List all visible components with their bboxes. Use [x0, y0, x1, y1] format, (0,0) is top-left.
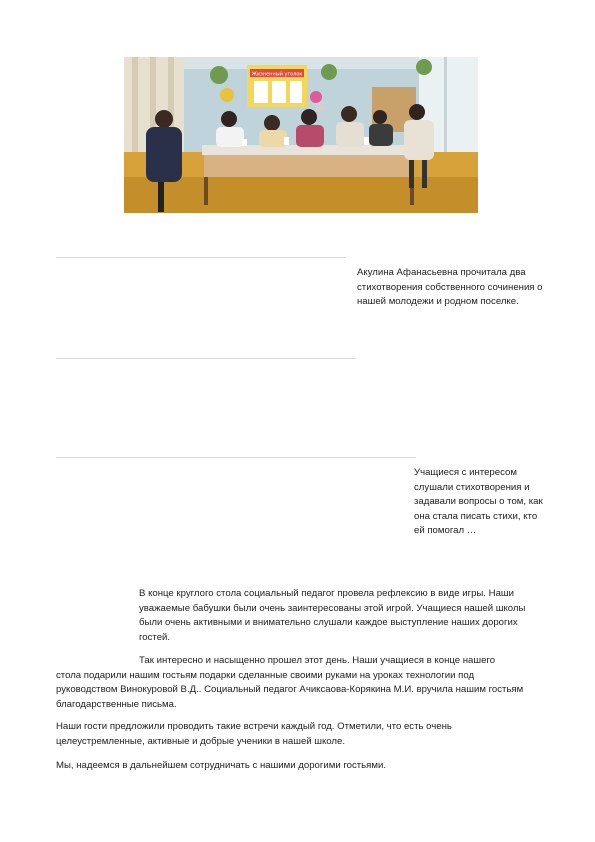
caption-students: Учащиеся с интересом слушали стихотворения и задавали вопросы о том, как она стала писать стихи, кто ей помогал … [414, 467, 543, 537]
divider-line [56, 457, 416, 458]
paragraph-reflection: В конце круглого стола социальный педагог провела рефлексию в виде игры. Наши уважаемые бабушки были очень заинтересованы этой игрой. Учащиеся нашей школы были очень активными и внимательно слушали каждое выступление наших дорогих гостей. [139, 588, 526, 643]
paragraph-gifts-lead: Так интересно и насыщенно прошел этот день. Наши учащиеся в конце нашего [139, 655, 496, 666]
paragraph-closing: Мы, надеемся в дальнейшем сотрудничать с нашими дорогими гостьями. [56, 760, 386, 771]
event-photo-illustration [124, 57, 478, 213]
divider-line [56, 358, 356, 359]
divider-line [56, 257, 346, 258]
paragraph-gifts-rest: стола подарили нашим гостьям подарки сделанные своими руками на уроках технологии под руководством Винокуровой В.Д.. Социальный педагог Ачиксаова-Корякина М.И. вручила нашим гостьям благодарственные письма. [56, 669, 524, 710]
caption-akulina: Акулина Афанасьевна прочитала два стихотворения собственного сочинения о нашей молодежи и родном поселке. [357, 267, 543, 308]
poster-title: Жизненный уголок [251, 71, 303, 78]
paragraph-gifts [56, 654, 536, 712]
event-photo [124, 57, 478, 213]
paragraph-guests: Наши гости предложили проводить такие встречи каждый год. Отметили, что есть очень целеустремленные, активные и добрые ученики в нашей школе. [56, 721, 452, 747]
